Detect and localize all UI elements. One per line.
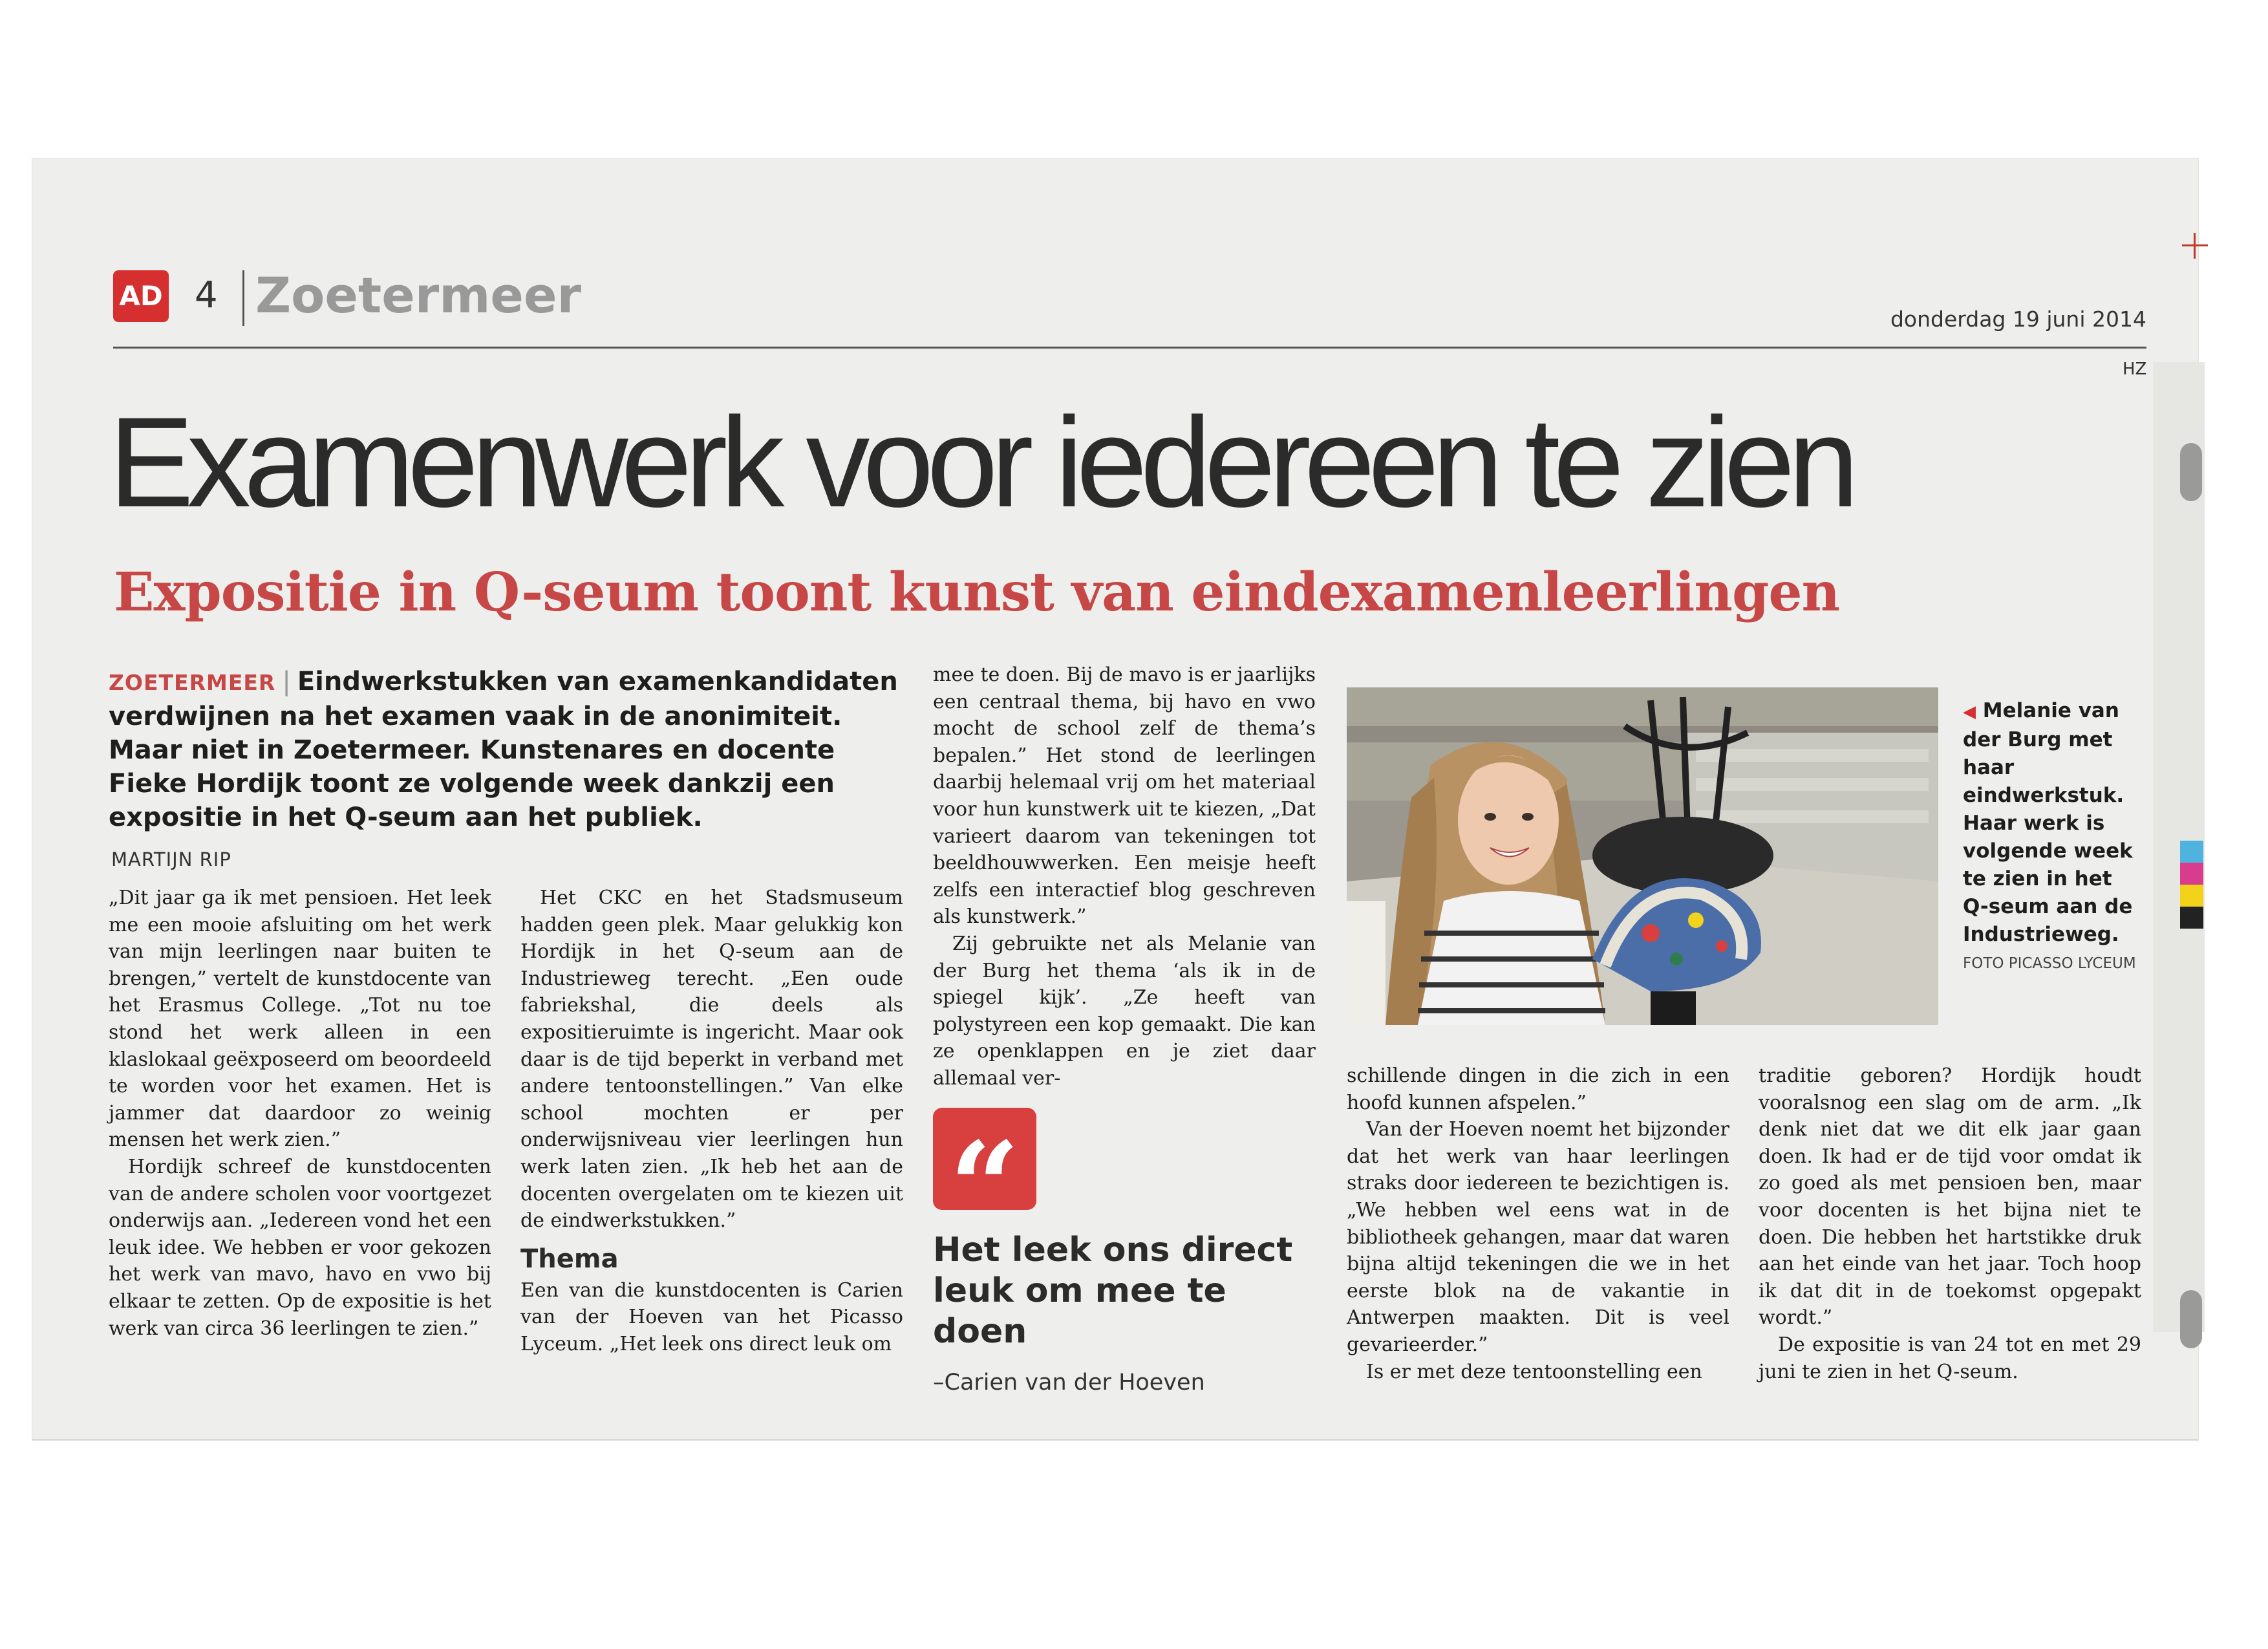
paragraph: Een van die kunstdocenten is Carien van der Hoeven van het Picasso Lyceum. „Het leek ons direct leuk om	[520, 1278, 903, 1355]
paragraph: schillende dingen in die zich in een hoofd kunnen afspelen.”	[1347, 1064, 1729, 1114]
masthead-divider	[242, 270, 244, 326]
issue-date: donderdag 19 juni 2014	[1890, 307, 2146, 332]
paragraph: Het CKC en het Stadsmuseum hadden geen plek. Maar gelukkig kon Hordijk in het Q-seum aan de Industrieweg terecht. „Een oude fabriekshal, die deels als expositieruimte is ingericht. Maar ook daar is de tijd beperkt in verband met andere tentoonstellingen.” Van elke school mochten er per onderwijsniveau vier leerlingen hun werk laten zien. „Ik heb het aan de docenten overgelaten om te kiezen uit de eindwerkstukken.”	[520, 887, 903, 1233]
article-lead	[109, 665, 917, 834]
article-headline: Examenwerk voor iedereen te zien	[109, 391, 1852, 534]
ad-logo: AD	[113, 270, 169, 322]
photo-credit: FOTO PICASSO LYCEUM	[1963, 955, 2136, 972]
paragraph: Is er met deze tentoonstelling een	[1366, 1360, 1702, 1383]
edition-code: HZ	[2123, 360, 2147, 379]
swatch-yellow	[2180, 885, 2203, 907]
article-column-2	[520, 885, 903, 1358]
paragraph: traditie geboren? Hordijk houdt vooralsnog een slag om de arm. „Ik denk niet dat we dit elk jaar gaan doen. Ik had er de tijd voor omdat ik zo goed als met pensioen ben, maar voor docenten is het bijna niet te doen. Die hebben het hartstikke druk aan het einde van het jaar. Toch hoop ik dat dit in de toekomst opgepakt wordt.”	[1759, 1064, 2141, 1330]
color-swatches	[2180, 841, 2203, 929]
paragraph: Zij gebruikte net als Melanie van der Burg het thema ‘als ik in de spiegel kijk’. „Ze heeft van polystyreen een kop gemaakt. Die kan ze openklappen en je ziet daar allemaal ver-	[933, 932, 1316, 1090]
dateline-separator: |	[282, 667, 291, 696]
paragraph: mee te doen. Bij de mavo is er jaarlijks een centraal thema, bij havo en vwo mocht de school zelf de thema’s bepalen.” Het stond de leerlingen daarbij helemaal vrij om het materiaal voor hun kunstwerk uit te kiezen, „Dat varieert daarom van tekeningen tot beeldhouwwerken. Een meisje heeft zelfs een interactief blog geschreven als kunstwerk.”	[933, 663, 1316, 929]
article-column-5	[1759, 1062, 2141, 1385]
photo-caption	[1963, 697, 2137, 976]
article-subheadline: Expositie in Q-seum toont kunst van eindexamenleerlingen	[114, 561, 1840, 623]
photo-illustration	[1347, 687, 1938, 1025]
section-title: Zoetermeer	[255, 266, 581, 324]
pull-quote-attribution: –Carien van der Hoeven	[933, 1370, 1205, 1396]
binder-tab-top	[2180, 443, 2202, 501]
caption-arrow-icon: ◀	[1963, 702, 1976, 722]
article-column-1	[109, 885, 491, 1342]
byline: MARTIJN RIP	[111, 848, 231, 870]
paragraph: Van der Hoeven noemt het bijzonder dat het werk van haar leerlingen straks door iedereen te bezichtigen is. „We hebben wel eens wat in de bibliotheek gehangen, maar dat waren bijna altijd tekeningen die we in het eerste blok na de vakantie in Antwerpen maakten. Dit is veel gevarieerder.”	[1347, 1118, 1729, 1356]
dateline: ZOETERMEER	[109, 670, 276, 695]
swatch-black	[2180, 907, 2203, 929]
caption-text: Melanie van der Burg met haar eindwerkstuk. Haar werk is volgende week te zien in het Q-seum aan de Industrieweg.	[1963, 699, 2133, 946]
subhead-thema: Thema	[520, 1244, 619, 1274]
binder-tab-bottom	[2180, 1290, 2202, 1348]
paragraph: De expositie is van 24 tot en met 29 juni te zien in het Q-seum.	[1759, 1333, 2141, 1383]
article-column-4	[1347, 1062, 1729, 1385]
masthead	[113, 266, 2146, 349]
quote-mark-icon: “	[933, 1108, 1036, 1210]
paragraph: „Dit jaar ga ik met pensioen. Het leek me een mooie afsluiting om het werk van mijn leerlingen naar buiten te brengen,” vertelt de kunstdocente van het Erasmus College. „Tot nu toe stond het werk alleen in een klaslokaal geëxposeerd om beoordeeld te worden voor het examen. Het is jammer dat daardoor zo weinig mensen het werk zien.”	[109, 887, 491, 1152]
page-number: 4	[195, 274, 218, 316]
registration-mark-icon	[2182, 233, 2208, 259]
article-column-3	[933, 662, 1316, 1092]
article-photo	[1347, 687, 1938, 1025]
paragraph: Hordijk schreef de kunstdocenten van de andere scholen voor voortgezet onderwijs aan. „Iedereen vond het een leuk idee. We hebben er voor gekozen het werk van mavo, havo en vwo bij elkaar te zetten. Op de expositie is het werk van circa 36 leerlingen te zien.”	[109, 1155, 491, 1340]
pull-quote: Het leek ons direct leuk om mee te doen	[933, 1231, 1293, 1351]
swatch-magenta	[2180, 863, 2203, 885]
swatch-cyan	[2180, 841, 2203, 863]
lead-text: Eindwerkstukken van examenkandidaten verdwijnen na het examen vaak in de anonimiteit. Maar niet in Zoetermeer. Kunstenares en docente Fieke Hordijk toont ze volgende week dankzij een expositie in het Q-seum aan het publiek.	[109, 667, 898, 832]
